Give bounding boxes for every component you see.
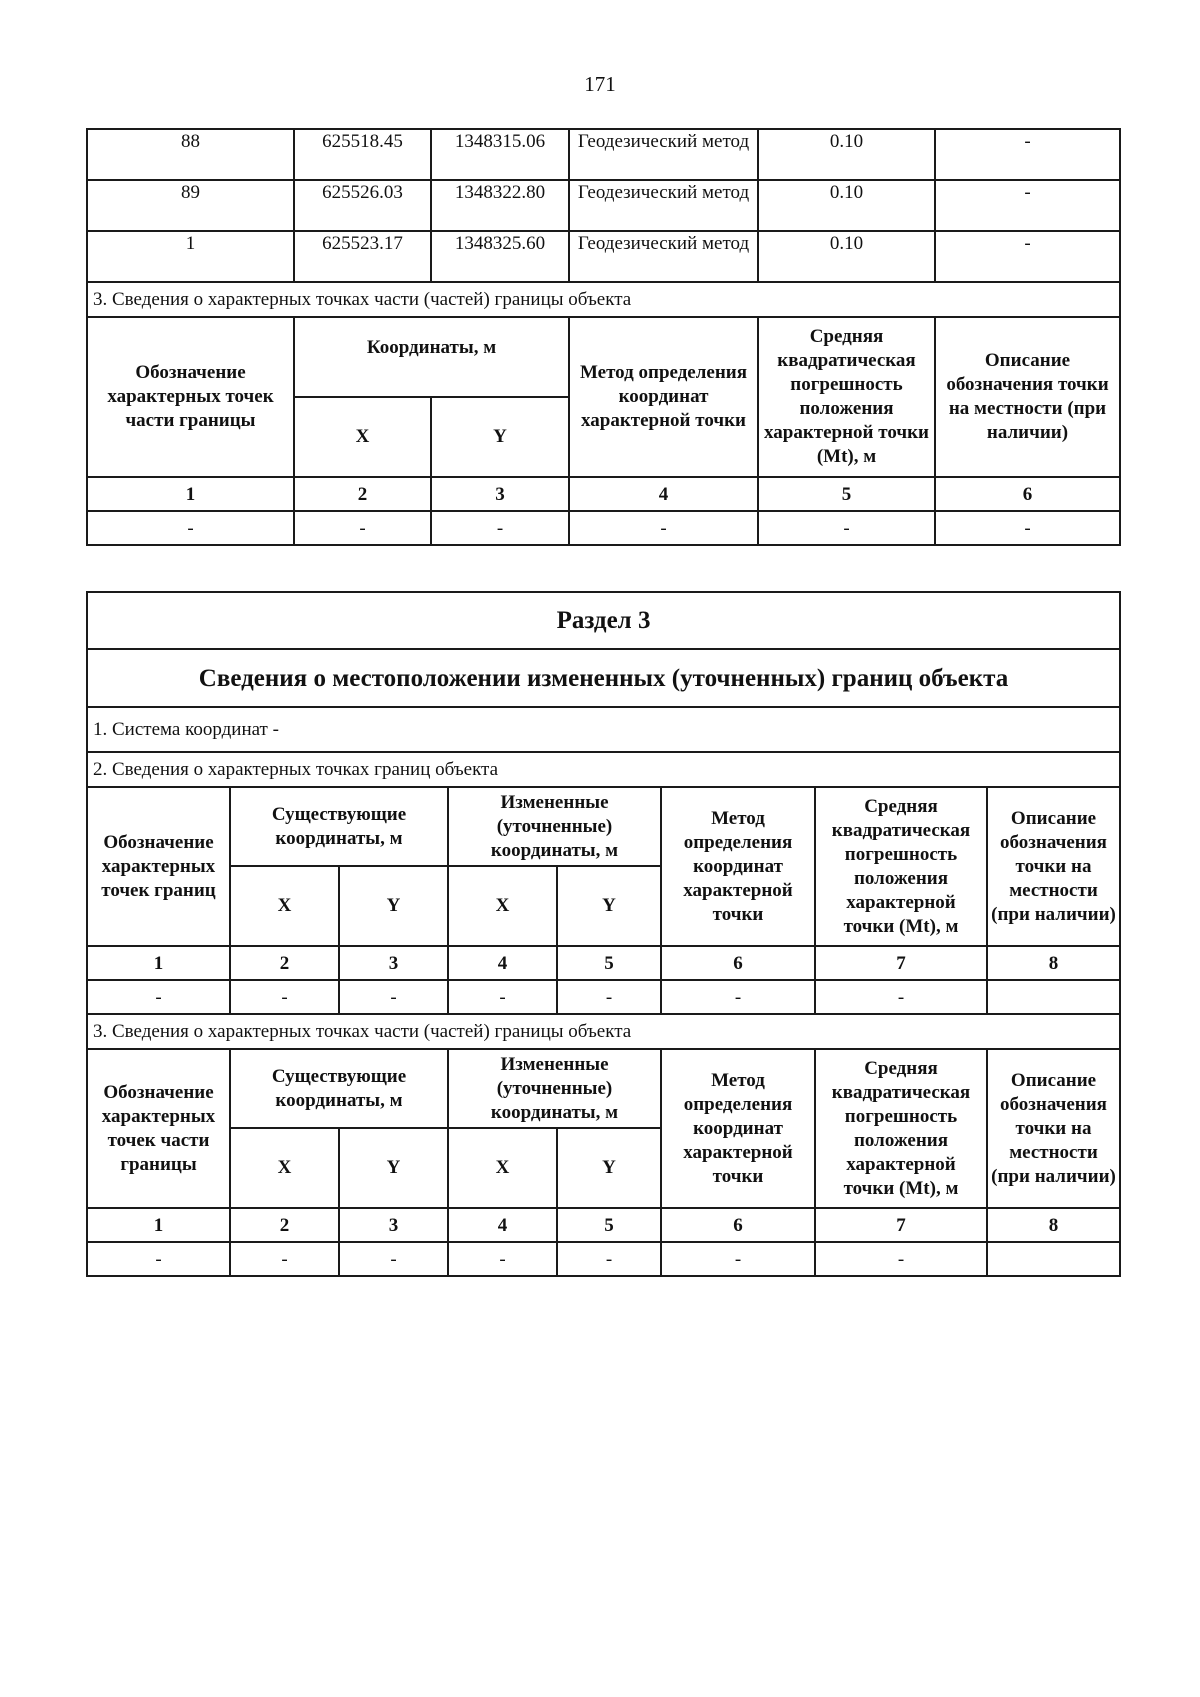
empty-cell: - (815, 980, 987, 1014)
y-cell: 1348315.06 (431, 129, 569, 180)
column-number: 4 (569, 477, 758, 511)
points-heading: 2. Сведения о характерных точках границ объекта (87, 752, 1120, 787)
empty-cell: - (230, 1242, 339, 1276)
header-y: Y (557, 1128, 661, 1208)
column-number-row (87, 477, 1120, 511)
empty-cell: - (87, 1242, 230, 1276)
column-number: 6 (661, 946, 815, 980)
column-number: 4 (448, 946, 557, 980)
header-x: X (230, 1128, 339, 1208)
header-x: X (294, 397, 431, 477)
empty-cell: - (431, 511, 569, 545)
table-row (87, 1242, 1120, 1276)
header-mt: Средняя квадратическая погрешность положения характерной точки (Mt), м (815, 1049, 987, 1208)
header-description: Описание обозначения точки на местности (при наличии) (987, 1049, 1120, 1208)
parts-heading: 3. Сведения о характерных точках части (частей) границы объекта (87, 282, 1120, 317)
empty-cell: - (294, 511, 431, 545)
header-method: Метод определения координат характерной точки (661, 1049, 815, 1208)
x-cell: 625526.03 (294, 180, 431, 231)
column-number: 8 (987, 1208, 1120, 1242)
empty-cell: - (758, 511, 935, 545)
section-3-table (86, 591, 1121, 1277)
section-subtitle: Сведения о местоположении измененных (уточненных) границ объекта (87, 649, 1120, 707)
point-cell: 88 (87, 129, 294, 180)
table-row (87, 231, 1120, 282)
header-point: Обозначение характерных точек границ (87, 787, 230, 946)
empty-cell: - (448, 980, 557, 1014)
table-row (87, 129, 1120, 180)
header-description: Описание обозначения точки на местности (при наличии) (987, 787, 1120, 946)
x-cell: 625523.17 (294, 231, 431, 282)
header-existing-coordinates: Существующие координаты, м (230, 787, 448, 866)
y-cell: 1348325.60 (431, 231, 569, 282)
empty-cell: - (815, 1242, 987, 1276)
point-cell: 89 (87, 180, 294, 231)
table-row (87, 180, 1120, 231)
header-point: Обозначение характерных точек части границы (87, 1049, 230, 1208)
column-number: 3 (339, 1208, 448, 1242)
column-number: 6 (935, 477, 1120, 511)
header-coordinates: Координаты, м (294, 317, 569, 397)
header-x: X (448, 866, 557, 946)
column-number: 3 (431, 477, 569, 511)
header-method: Метод определения координат характерной точки (661, 787, 815, 946)
y-cell: 1348322.80 (431, 180, 569, 231)
empty-cell (987, 1242, 1120, 1276)
table-row (87, 511, 1120, 545)
empty-cell: - (448, 1242, 557, 1276)
column-number: 1 (87, 1208, 230, 1242)
column-number: 5 (758, 477, 935, 511)
boundary-points-table (86, 128, 1121, 546)
header-x: X (230, 866, 339, 946)
header-y: Y (557, 866, 661, 946)
header-existing-coordinates: Существующие координаты, м (230, 1049, 448, 1128)
method-cell: Геодезический метод (569, 180, 758, 231)
header-y: Y (339, 866, 448, 946)
column-number: 8 (987, 946, 1120, 980)
desc-cell: - (935, 231, 1120, 282)
empty-cell: - (87, 511, 294, 545)
empty-cell: - (557, 980, 661, 1014)
empty-cell: - (935, 511, 1120, 545)
column-number: 3 (339, 946, 448, 980)
method-cell: Геодезический метод (569, 129, 758, 180)
empty-cell: - (569, 511, 758, 545)
parts-heading: 3. Сведения о характерных точках части (частей) границы объекта (87, 1014, 1120, 1049)
header-x: X (448, 1128, 557, 1208)
empty-cell: - (557, 1242, 661, 1276)
column-number-row (87, 946, 1120, 980)
empty-cell (987, 980, 1120, 1014)
header-mt: Средняя квадратическая погрешность положения характерной точки (Mt), м (815, 787, 987, 946)
header-changed-coordinates: Измененные (уточненные) координаты, м (448, 787, 661, 866)
column-number: 1 (87, 477, 294, 511)
point-cell: 1 (87, 231, 294, 282)
column-number: 7 (815, 1208, 987, 1242)
page-number: 171 (584, 72, 616, 96)
column-number: 6 (661, 1208, 815, 1242)
empty-cell: - (339, 1242, 448, 1276)
empty-cell: - (661, 980, 815, 1014)
header-description: Описание обозначения точки на местности (при наличии) (935, 317, 1120, 477)
table-row (87, 980, 1120, 1014)
mt-cell: 0.10 (758, 180, 935, 231)
column-number: 4 (448, 1208, 557, 1242)
column-number: 1 (87, 946, 230, 980)
header-y: Y (431, 397, 569, 477)
column-number: 2 (294, 477, 431, 511)
header-mt: Средняя квадратическая погрешность положения характерной точки (Mt), м (758, 317, 935, 477)
desc-cell: - (935, 180, 1120, 231)
header-changed-coordinates: Измененные (уточненные) координаты, м (448, 1049, 661, 1128)
mt-cell: 0.10 (758, 129, 935, 180)
column-number-row (87, 1208, 1120, 1242)
column-number: 2 (230, 946, 339, 980)
section-title: Раздел 3 (87, 592, 1120, 649)
coordinate-system: 1. Система координат - (87, 707, 1120, 752)
header-y: Y (339, 1128, 448, 1208)
x-cell: 625518.45 (294, 129, 431, 180)
empty-cell: - (339, 980, 448, 1014)
header-method: Метод определения координат характерной точки (569, 317, 758, 477)
desc-cell: - (935, 129, 1120, 180)
column-number: 7 (815, 946, 987, 980)
mt-cell: 0.10 (758, 231, 935, 282)
empty-cell: - (87, 980, 230, 1014)
method-cell: Геодезический метод (569, 231, 758, 282)
empty-cell: - (230, 980, 339, 1014)
empty-cell: - (661, 1242, 815, 1276)
column-number: 5 (557, 1208, 661, 1242)
column-number: 5 (557, 946, 661, 980)
header-point: Обозначение характерных точек части границы (87, 317, 294, 477)
column-number: 2 (230, 1208, 339, 1242)
